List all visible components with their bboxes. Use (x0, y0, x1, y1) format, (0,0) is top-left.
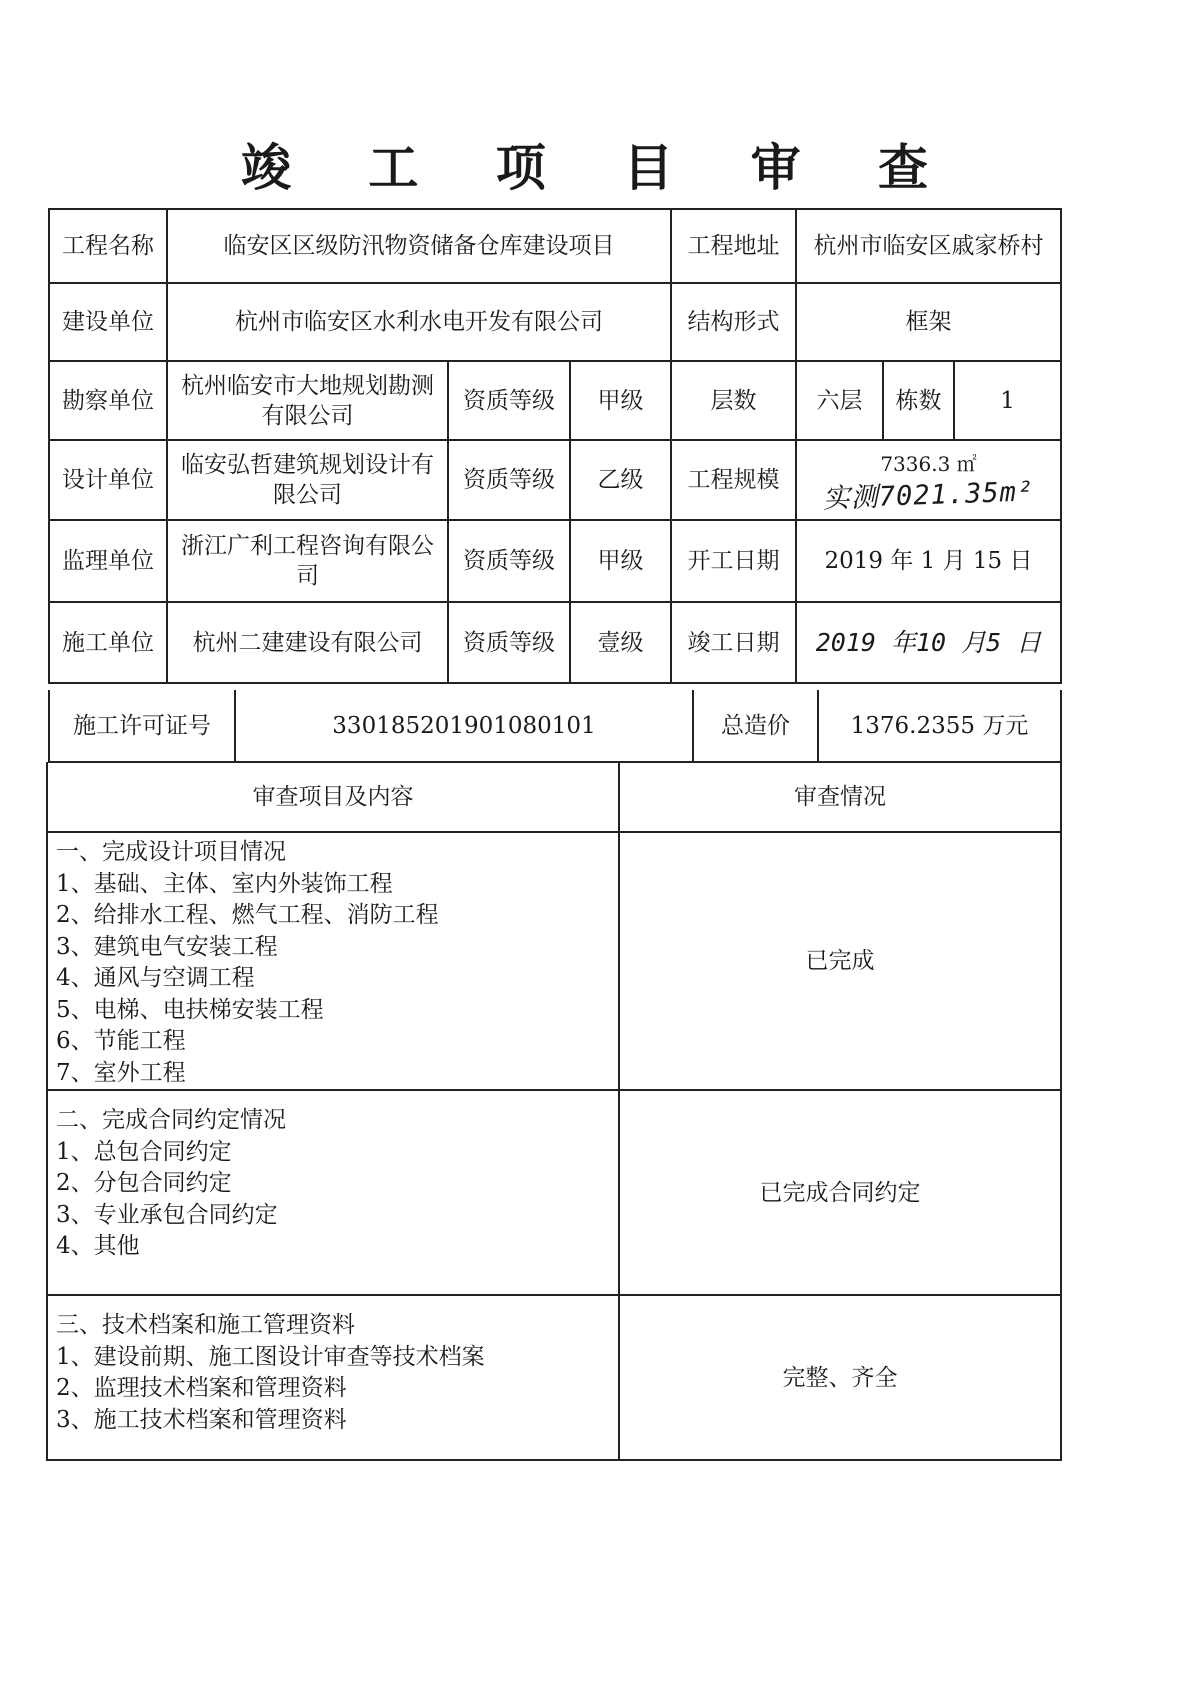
builder-label: 建设单位 (49, 283, 167, 361)
project-address: 杭州市临安区戚家桥村 (796, 209, 1061, 283)
scale: 7336.3 ㎡ (880, 452, 977, 476)
list-item: 1、建设前期、施工图设计审查等技术档案 (56, 1343, 485, 1370)
floors: 六层 (796, 361, 883, 440)
structure-label: 结构形式 (671, 283, 796, 361)
survey-qual: 甲级 (570, 361, 671, 440)
design-label: 设计单位 (49, 440, 167, 520)
review-table (46, 762, 1062, 1461)
review-section-archives-items (47, 1295, 619, 1460)
start-date-label: 开工日期 (671, 520, 796, 602)
review-section-design-result: 已完成 (619, 832, 1061, 1090)
review-section-contract (47, 1090, 1061, 1295)
permit-number: 330185201901080101 (235, 690, 693, 762)
start-date: 2019 年 1 月 15 日 (796, 520, 1061, 602)
survey-qual-label: 资质等级 (448, 361, 570, 440)
row-construct (49, 602, 1061, 683)
survey-label: 勘察单位 (49, 361, 167, 440)
design-unit: 临安弘哲建筑规划设计有限公司 (167, 440, 448, 520)
row-builder (49, 283, 1061, 361)
row-permit (49, 690, 1061, 762)
supervise-label: 监理单位 (49, 520, 167, 602)
review-section-contract-items (47, 1090, 619, 1295)
list-item: 一、完成设计项目情况 (56, 839, 286, 865)
review-section-archives-result: 完整、齐全 (619, 1295, 1061, 1460)
project-name: 临安区区级防汛物资储备仓库建设项目 (167, 209, 671, 283)
row-supervise (49, 520, 1061, 602)
construct-unit: 杭州二建建设有限公司 (167, 602, 448, 683)
review-section-design-items (47, 832, 619, 1090)
list-item: 2、分包合同约定 (56, 1170, 232, 1196)
list-item: 3、专业承包合同约定 (56, 1201, 278, 1228)
list-item: 4、其他 (56, 1233, 140, 1259)
list-item: 三、技术档案和施工管理资料 (56, 1312, 355, 1338)
row-project-name (49, 209, 1061, 283)
total-cost: 1376.2355 万元 (818, 690, 1061, 762)
buildings-label: 栋数 (883, 361, 954, 440)
builder: 杭州市临安区水利水电开发有限公司 (167, 283, 671, 361)
list-item: 二、完成合同约定情况 (56, 1107, 286, 1133)
finish-date-label: 竣工日期 (671, 602, 796, 683)
floors-label: 层数 (671, 361, 796, 440)
review-section-archives (47, 1295, 1061, 1460)
design-qual-label: 资质等级 (448, 440, 570, 520)
supervise-qual: 甲级 (570, 520, 671, 602)
review-section-design (47, 832, 1061, 1090)
page-title: 竣 工 项 目 审 查 (240, 139, 959, 197)
scale-cell (796, 440, 1061, 520)
row-design (49, 440, 1061, 520)
structure: 框架 (796, 283, 1061, 361)
review-items-header: 审查项目及内容 (47, 762, 619, 832)
scale-label: 工程规模 (671, 440, 796, 520)
list-item: 7、室外工程 (56, 1059, 186, 1086)
project-name-label: 工程名称 (49, 209, 167, 283)
scale-handwritten: 实测7021.35m² (822, 476, 1035, 515)
supervise-unit: 浙江广利工程咨询有限公司 (167, 520, 448, 602)
list-item: 6、节能工程 (56, 1028, 186, 1054)
list-item: 1、总包合同约定 (56, 1138, 232, 1165)
project-address-label: 工程地址 (671, 209, 796, 283)
list-item: 3、施工技术档案和管理资料 (56, 1406, 347, 1433)
permit-label: 施工许可证号 (49, 690, 235, 762)
finish-date: 2019 年10 月5 日 (796, 602, 1061, 683)
design-qual: 乙级 (570, 440, 671, 520)
survey-unit: 杭州临安市大地规划勘测有限公司 (167, 361, 448, 440)
row-survey (49, 361, 1061, 440)
review-header-row (47, 762, 1061, 832)
buildings: 1 (954, 361, 1061, 440)
cost-label: 总造价 (693, 690, 818, 762)
list-item: 2、监理技术档案和管理资料 (56, 1375, 347, 1401)
construct-qual-label: 资质等级 (448, 602, 570, 683)
construct-label: 施工单位 (49, 602, 167, 683)
permit-table (48, 690, 1062, 763)
review-section-contract-result: 已完成合同约定 (619, 1090, 1061, 1295)
list-item: 1、基础、主体、室内外装饰工程 (56, 870, 393, 897)
review-status-header: 审查情况 (619, 762, 1061, 832)
list-item: 2、给排水工程、燃气工程、消防工程 (56, 902, 439, 928)
list-item: 3、建筑电气安装工程 (56, 933, 278, 960)
project-info-table (48, 208, 1062, 684)
list-item: 4、通风与空调工程 (56, 965, 255, 991)
supervise-qual-label: 资质等级 (448, 520, 570, 602)
list-item: 5、电梯、电扶梯安装工程 (56, 996, 324, 1023)
construct-qual: 壹级 (570, 602, 671, 683)
